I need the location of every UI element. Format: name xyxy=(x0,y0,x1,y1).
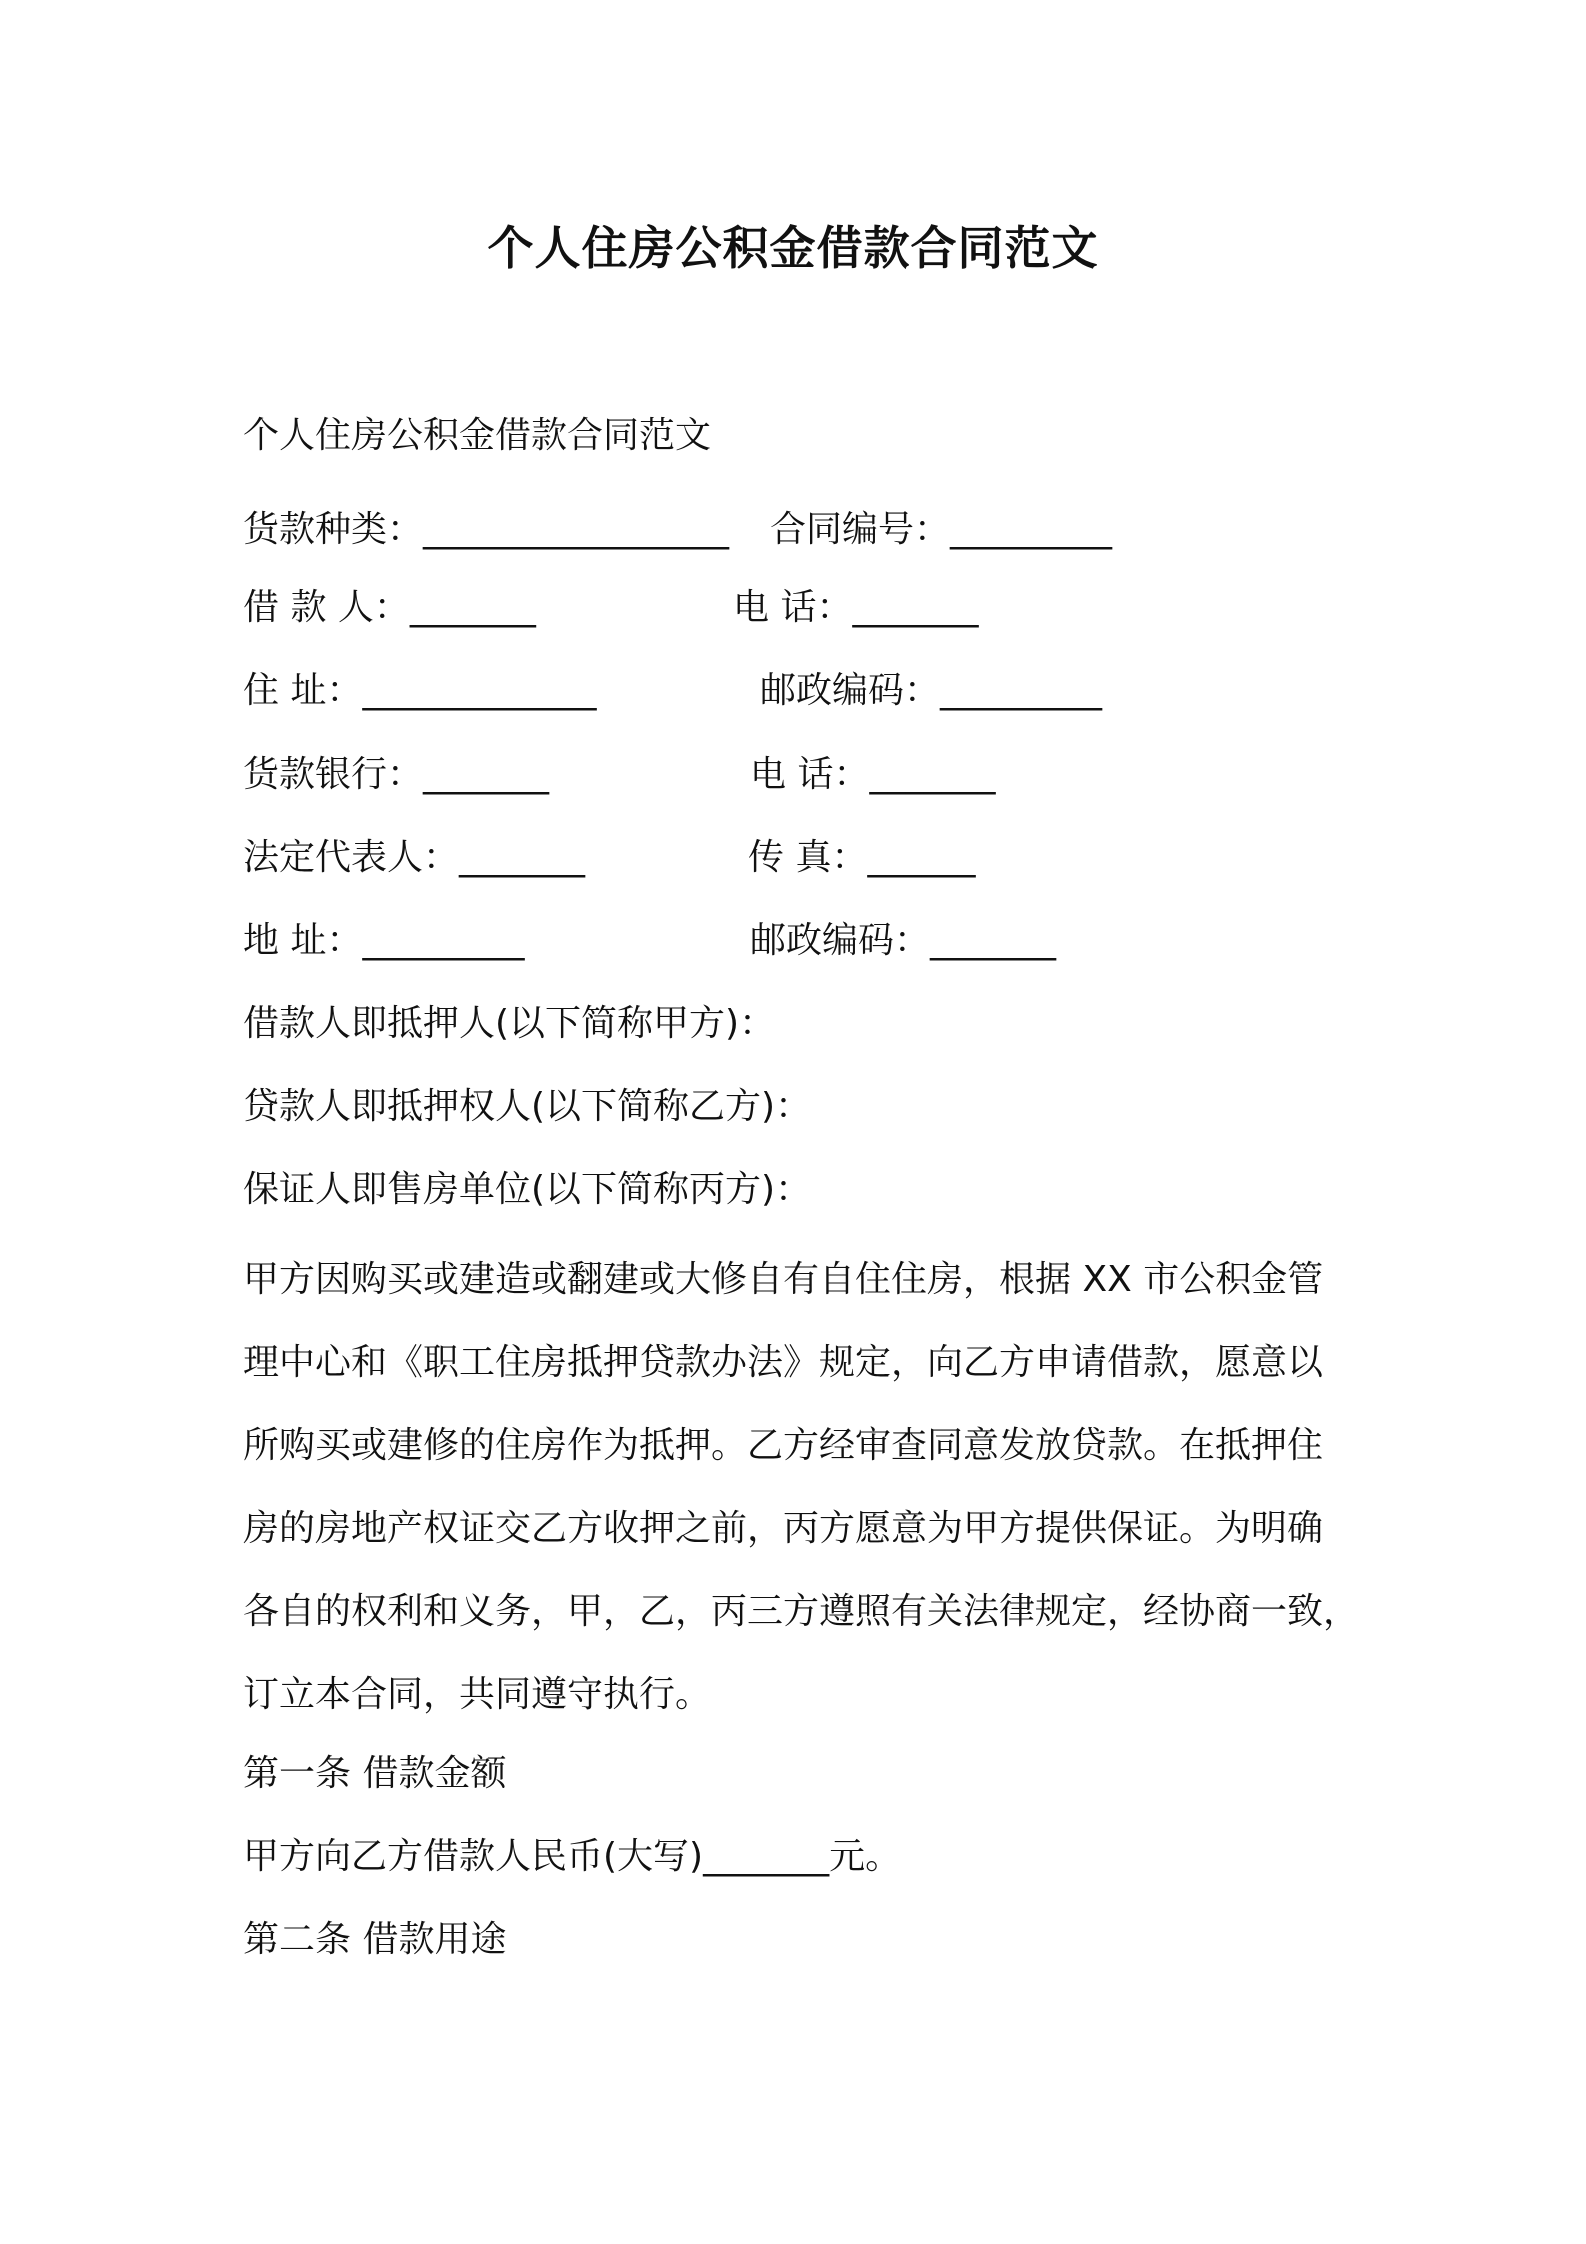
document-title: 个人住房公积金借款合同范文 xyxy=(487,221,1099,275)
article-1-heading: 第一条 借款金额 xyxy=(243,1753,507,1794)
article-1-body: 甲方向乙方借款人民币(大写)_______元。 xyxy=(243,1836,902,1877)
document-subtitle: 个人住房公积金借款合同范文 xyxy=(243,415,712,456)
loan-type-field: 货款种类：_________________ xyxy=(243,509,730,550)
preamble-line: 甲方因购买或建造或翻建或大修自有自住住房，根据 XX 市公积金管 xyxy=(243,1259,1324,1300)
legal-representative-field: 法定代表人：_______ xyxy=(243,837,586,878)
preamble-line: 房的房地产权证交乙方收押之前，丙方愿意为甲方提供保证。为明确 xyxy=(243,1508,1324,1549)
contract-number-field: 合同编号：_________ xyxy=(770,509,1113,550)
bank-postal-code-field: 邮政编码：_______ xyxy=(750,920,1057,961)
borrower-field: 借 款 人：_______ xyxy=(243,587,536,628)
preamble-paragraph xyxy=(243,1238,1363,1736)
party-a-line: 借款人即抵押人(以下简称甲方)： xyxy=(243,1003,776,1044)
bank-address-field: 地 址：_________ xyxy=(243,920,525,961)
preamble-line: 所购买或建修的住房作为抵押。乙方经审查同意发放贷款。在抵押住 xyxy=(243,1425,1324,1466)
lending-bank-field: 货款银行：_______ xyxy=(243,754,550,795)
preamble-line: 订立本合同，共同遵守执行。 xyxy=(243,1674,712,1715)
preamble-line: 理中心和《职工住房抵押贷款办法》规定，向乙方申请借款，愿意以 xyxy=(243,1342,1324,1383)
borrower-phone-field: 电 话：_______ xyxy=(733,587,979,628)
bank-phone-field: 电 话：_______ xyxy=(750,754,996,795)
fax-field: 传 真：______ xyxy=(748,837,976,878)
party-b-line: 贷款人即抵押权人(以下简称乙方)： xyxy=(243,1086,812,1127)
party-c-line: 保证人即售房单位(以下简称丙方)： xyxy=(243,1169,812,1210)
borrower-address-field: 住 址：_____________ xyxy=(243,670,597,711)
preamble-line: 各自的权利和义务，甲，乙，丙三方遵照有关法律规定，经协商一致， xyxy=(243,1591,1360,1632)
article-2-heading: 第二条 借款用途 xyxy=(243,1919,507,1960)
borrower-postal-code-field: 邮政编码：_________ xyxy=(760,670,1103,711)
